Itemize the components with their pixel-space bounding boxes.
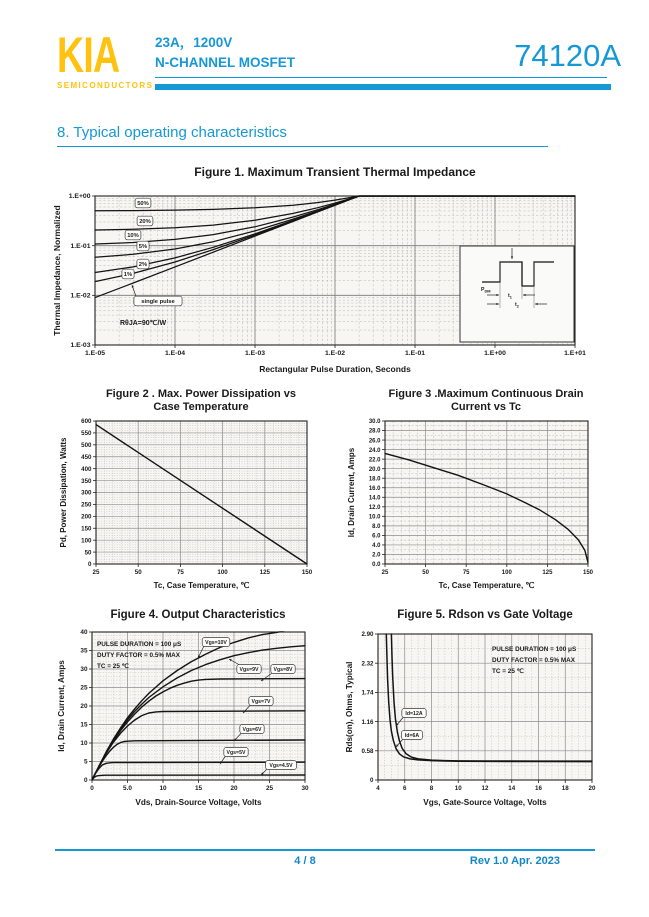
svg-text:4.0: 4.0	[372, 543, 381, 550]
svg-text:100: 100	[81, 537, 92, 545]
svg-text:25: 25	[265, 785, 274, 792]
spec-device-type: N-CHANNEL MOSFET	[155, 54, 295, 70]
svg-text:1.E-02: 1.E-02	[324, 350, 346, 357]
svg-text:150: 150	[582, 570, 594, 576]
svg-text:14: 14	[508, 785, 516, 792]
svg-text:Tc, Case Temperature, ℃: Tc, Case Temperature, ℃	[153, 581, 250, 590]
svg-text:1%: 1%	[123, 272, 133, 279]
svg-text:RθJA=90℃/W: RθJA=90℃/W	[120, 320, 167, 327]
logo-subtitle: SEMICONDUCTORS	[57, 81, 154, 90]
svg-text:5%: 5%	[138, 244, 148, 251]
svg-text:250: 250	[81, 501, 92, 509]
svg-text:Vgs=10V: Vgs=10V	[205, 639, 227, 646]
svg-text:Vds, Drain-Source Voltage, Vol: Vds, Drain-Source Voltage, Volts	[135, 798, 262, 807]
svg-text:8: 8	[429, 785, 434, 792]
svg-text:28.0: 28.0	[368, 428, 381, 435]
svg-text:0: 0	[83, 777, 88, 785]
svg-text:40: 40	[80, 629, 88, 637]
svg-text:Vgs, Gate-Source Voltage, Volt: Vgs, Gate-Source Voltage, Volts	[423, 798, 547, 807]
svg-text:10: 10	[80, 740, 88, 748]
svg-text:Figure 3 .Maximum Continuous D: Figure 3 .Maximum Continuous Drain	[388, 388, 584, 400]
svg-text:1.E+00: 1.E+00	[68, 193, 91, 201]
svg-text:6.0: 6.0	[372, 533, 381, 540]
svg-text:26.0: 26.0	[368, 438, 381, 445]
svg-text:30.0: 30.0	[368, 419, 381, 426]
svg-text:Rectangular Pulse Duration, Se: Rectangular Pulse Duration, Seconds	[259, 364, 411, 374]
svg-text:22.0: 22.0	[368, 457, 381, 464]
svg-text:1.E-02: 1.E-02	[70, 292, 91, 300]
header-rule-thin	[155, 77, 607, 78]
svg-text:1.E+00: 1.E+00	[484, 350, 506, 357]
svg-text:0: 0	[90, 785, 94, 792]
svg-text:1.74: 1.74	[361, 689, 374, 697]
svg-text:100: 100	[501, 570, 512, 576]
svg-text:t2: $t_2$	[515, 302, 519, 309]
f2-svg	[40, 385, 330, 603]
figure4-output-characteristics-chart	[40, 605, 330, 823]
part-number: 74120A	[514, 38, 621, 73]
svg-text:10.0: 10.0	[368, 514, 381, 521]
svg-text:Rds(on), Ohms, Typical: Rds(on), Ohms, Typical	[345, 661, 354, 753]
svg-text:550: 550	[81, 430, 92, 438]
svg-text:16.0: 16.0	[368, 485, 381, 492]
svg-text:50: 50	[134, 569, 142, 576]
f3-svg	[330, 385, 620, 603]
section-heading-underline	[57, 146, 548, 147]
svg-text:Figure 4. Output Characteristi: Figure 4. Output Characteristics	[110, 609, 286, 621]
svg-text:0: 0	[370, 777, 374, 785]
svg-text:Figure 5. Rdson vs Gate Volta: Figure 5. Rdson vs Gate Voltage	[397, 609, 573, 621]
svg-text:15: 15	[80, 721, 88, 729]
svg-text:2%: 2%	[138, 262, 148, 269]
revision-label: Rev 1.0 Apr. 2023	[469, 855, 560, 867]
svg-text:450: 450	[81, 453, 92, 461]
svg-text:600: 600	[81, 418, 92, 426]
svg-text:15: 15	[194, 785, 203, 792]
product-spec	[155, 33, 295, 72]
svg-text:5.0: 5.0	[123, 785, 132, 792]
svg-text:50: 50	[422, 570, 429, 576]
svg-text:Vgs=5V: Vgs=5V	[226, 749, 246, 756]
svg-text:0.58: 0.58	[361, 748, 374, 755]
svg-text:0: 0	[88, 561, 92, 569]
svg-text:8.0: 8.0	[372, 524, 381, 531]
svg-text:18.0: 18.0	[368, 476, 381, 483]
svg-text:10%: 10%	[127, 233, 139, 240]
svg-text:PULSE DURATION = 100 μS: PULSE DURATION = 100 μS	[492, 646, 577, 653]
svg-text:200: 200	[81, 513, 92, 521]
svg-text:Id=12A: Id=12A	[405, 710, 423, 717]
svg-text:10: 10	[159, 785, 167, 792]
header-rule-thick	[155, 84, 611, 90]
figure5-rdson-vs-gate-voltage-chart	[330, 605, 620, 823]
svg-text:Tc, Case Temperature, ℃: Tc, Case Temperature, ℃	[438, 581, 535, 590]
svg-text:4: 4	[376, 785, 380, 792]
svg-text:75: 75	[462, 570, 470, 576]
svg-text:18: 18	[561, 785, 569, 792]
svg-text:14.0: 14.0	[368, 495, 381, 502]
svg-text:75: 75	[176, 569, 184, 576]
svg-text:125: 125	[542, 570, 553, 576]
svg-text:Vgs=7V: Vgs=7V	[251, 698, 271, 705]
svg-text:single pulse: single pulse	[141, 299, 175, 306]
svg-text:24.0: 24.0	[368, 447, 381, 454]
svg-text:2.90: 2.90	[361, 631, 374, 639]
svg-text:1.E+01: 1.E+01	[564, 350, 586, 357]
svg-text:150: 150	[81, 525, 92, 533]
svg-text:Id, Drain Current, Amps: Id, Drain Current, Amps	[57, 660, 66, 752]
svg-text:1.E-01: 1.E-01	[70, 242, 91, 250]
svg-text:Current vs Tc: Current vs Tc	[450, 401, 522, 413]
svg-text:25: 25	[92, 569, 100, 576]
footer-rule	[55, 849, 595, 851]
svg-text:10: 10	[454, 785, 462, 792]
spec-current-voltage: 23A，1200V	[155, 35, 233, 50]
figure3-continuous-drain-current-chart	[330, 385, 620, 603]
svg-text:1.E-03: 1.E-03	[244, 350, 266, 357]
section-heading: 8. Typical operating characteristics	[57, 124, 287, 141]
figure1-transient-thermal-impedance-chart	[40, 158, 620, 390]
figure2-power-dissipation-chart	[40, 385, 330, 603]
svg-text:6: 6	[403, 785, 407, 792]
svg-text:Case Temperature: Case Temperature	[153, 401, 249, 413]
svg-text:TC = 25 ℃: TC = 25 ℃	[97, 663, 129, 670]
kia-logo: KIA	[57, 27, 120, 83]
svg-text:50: 50	[84, 549, 92, 557]
svg-text:Vgs=6V: Vgs=6V	[242, 726, 262, 733]
svg-text:2.32: 2.32	[361, 660, 374, 668]
svg-text:50%: 50%	[137, 201, 149, 208]
svg-text:300: 300	[81, 489, 92, 497]
svg-text:1.E-03: 1.E-03	[70, 342, 91, 350]
svg-text:1.E-01: 1.E-01	[404, 350, 426, 357]
svg-text:DUTY FACTOR = 0.5% MAX: DUTY FACTOR = 0.5% MAX	[97, 652, 181, 659]
f1-svg	[40, 158, 620, 390]
svg-text:Pd, Power Dissipation, Watts: Pd, Power Dissipation, Watts	[59, 437, 68, 548]
svg-text:1.E-04: 1.E-04	[164, 350, 186, 357]
svg-text:12.0: 12.0	[368, 505, 381, 511]
svg-text:500: 500	[81, 442, 92, 450]
f4-svg	[40, 605, 330, 823]
svg-text:20.0: 20.0	[368, 466, 381, 473]
svg-text:20: 20	[80, 703, 88, 711]
svg-text:35: 35	[80, 647, 88, 655]
svg-text:0.0: 0.0	[372, 562, 381, 569]
svg-text:Thermal Impedance, Normalized: Thermal Impedance, Normalized	[52, 205, 62, 336]
svg-text:150: 150	[301, 569, 313, 576]
page-number: 4 / 8	[294, 855, 316, 867]
svg-text:20: 20	[230, 785, 238, 792]
svg-text:DUTY FACTOR = 0.5% MAX: DUTY FACTOR = 0.5% MAX	[492, 657, 576, 664]
f5-svg	[330, 605, 620, 823]
svg-text:25: 25	[80, 684, 88, 692]
svg-text:30: 30	[301, 785, 309, 792]
svg-text:16: 16	[535, 785, 542, 792]
svg-text:Vgs=4.5V: Vgs=4.5V	[269, 762, 293, 769]
svg-text:Vgs=9V: Vgs=9V	[239, 666, 259, 673]
svg-text:Figure 1. Maximum Transient Th: Figure 1. Maximum Transient Thermal Impedance	[194, 165, 476, 179]
svg-text:125: 125	[259, 569, 270, 576]
svg-text:PULSE DURATION = 100 μS: PULSE DURATION = 100 μS	[97, 641, 182, 648]
svg-text:2.0: 2.0	[372, 552, 381, 559]
svg-text:Figure 2 . Max. Power Dissipat: Figure 2 . Max. Power Dissipation vs	[105, 388, 297, 400]
svg-text:t1: $t_1$	[508, 293, 512, 300]
svg-text:20: 20	[588, 785, 596, 792]
svg-text:12: 12	[481, 785, 489, 792]
svg-text:25: 25	[381, 570, 389, 576]
svg-text:30: 30	[80, 666, 88, 674]
svg-text:TC = 25 ℃: TC = 25 ℃	[492, 668, 524, 675]
svg-text:Id, Drain Current, Amps: Id, Drain Current, Amps	[347, 447, 356, 538]
svg-text:20%: 20%	[139, 219, 151, 226]
svg-text:Id=6A: Id=6A	[404, 732, 420, 739]
svg-text:5: 5	[83, 758, 88, 766]
svg-text:1.16: 1.16	[361, 718, 374, 726]
svg-text:400: 400	[81, 465, 92, 473]
svg-text:100: 100	[217, 569, 228, 576]
svg-text:Vgs=8V: Vgs=8V	[273, 666, 293, 673]
svg-text:PDM: $P_{DM}$	[481, 287, 491, 294]
svg-text:1.E-05: 1.E-05	[84, 350, 106, 357]
svg-text:350: 350	[81, 477, 92, 485]
